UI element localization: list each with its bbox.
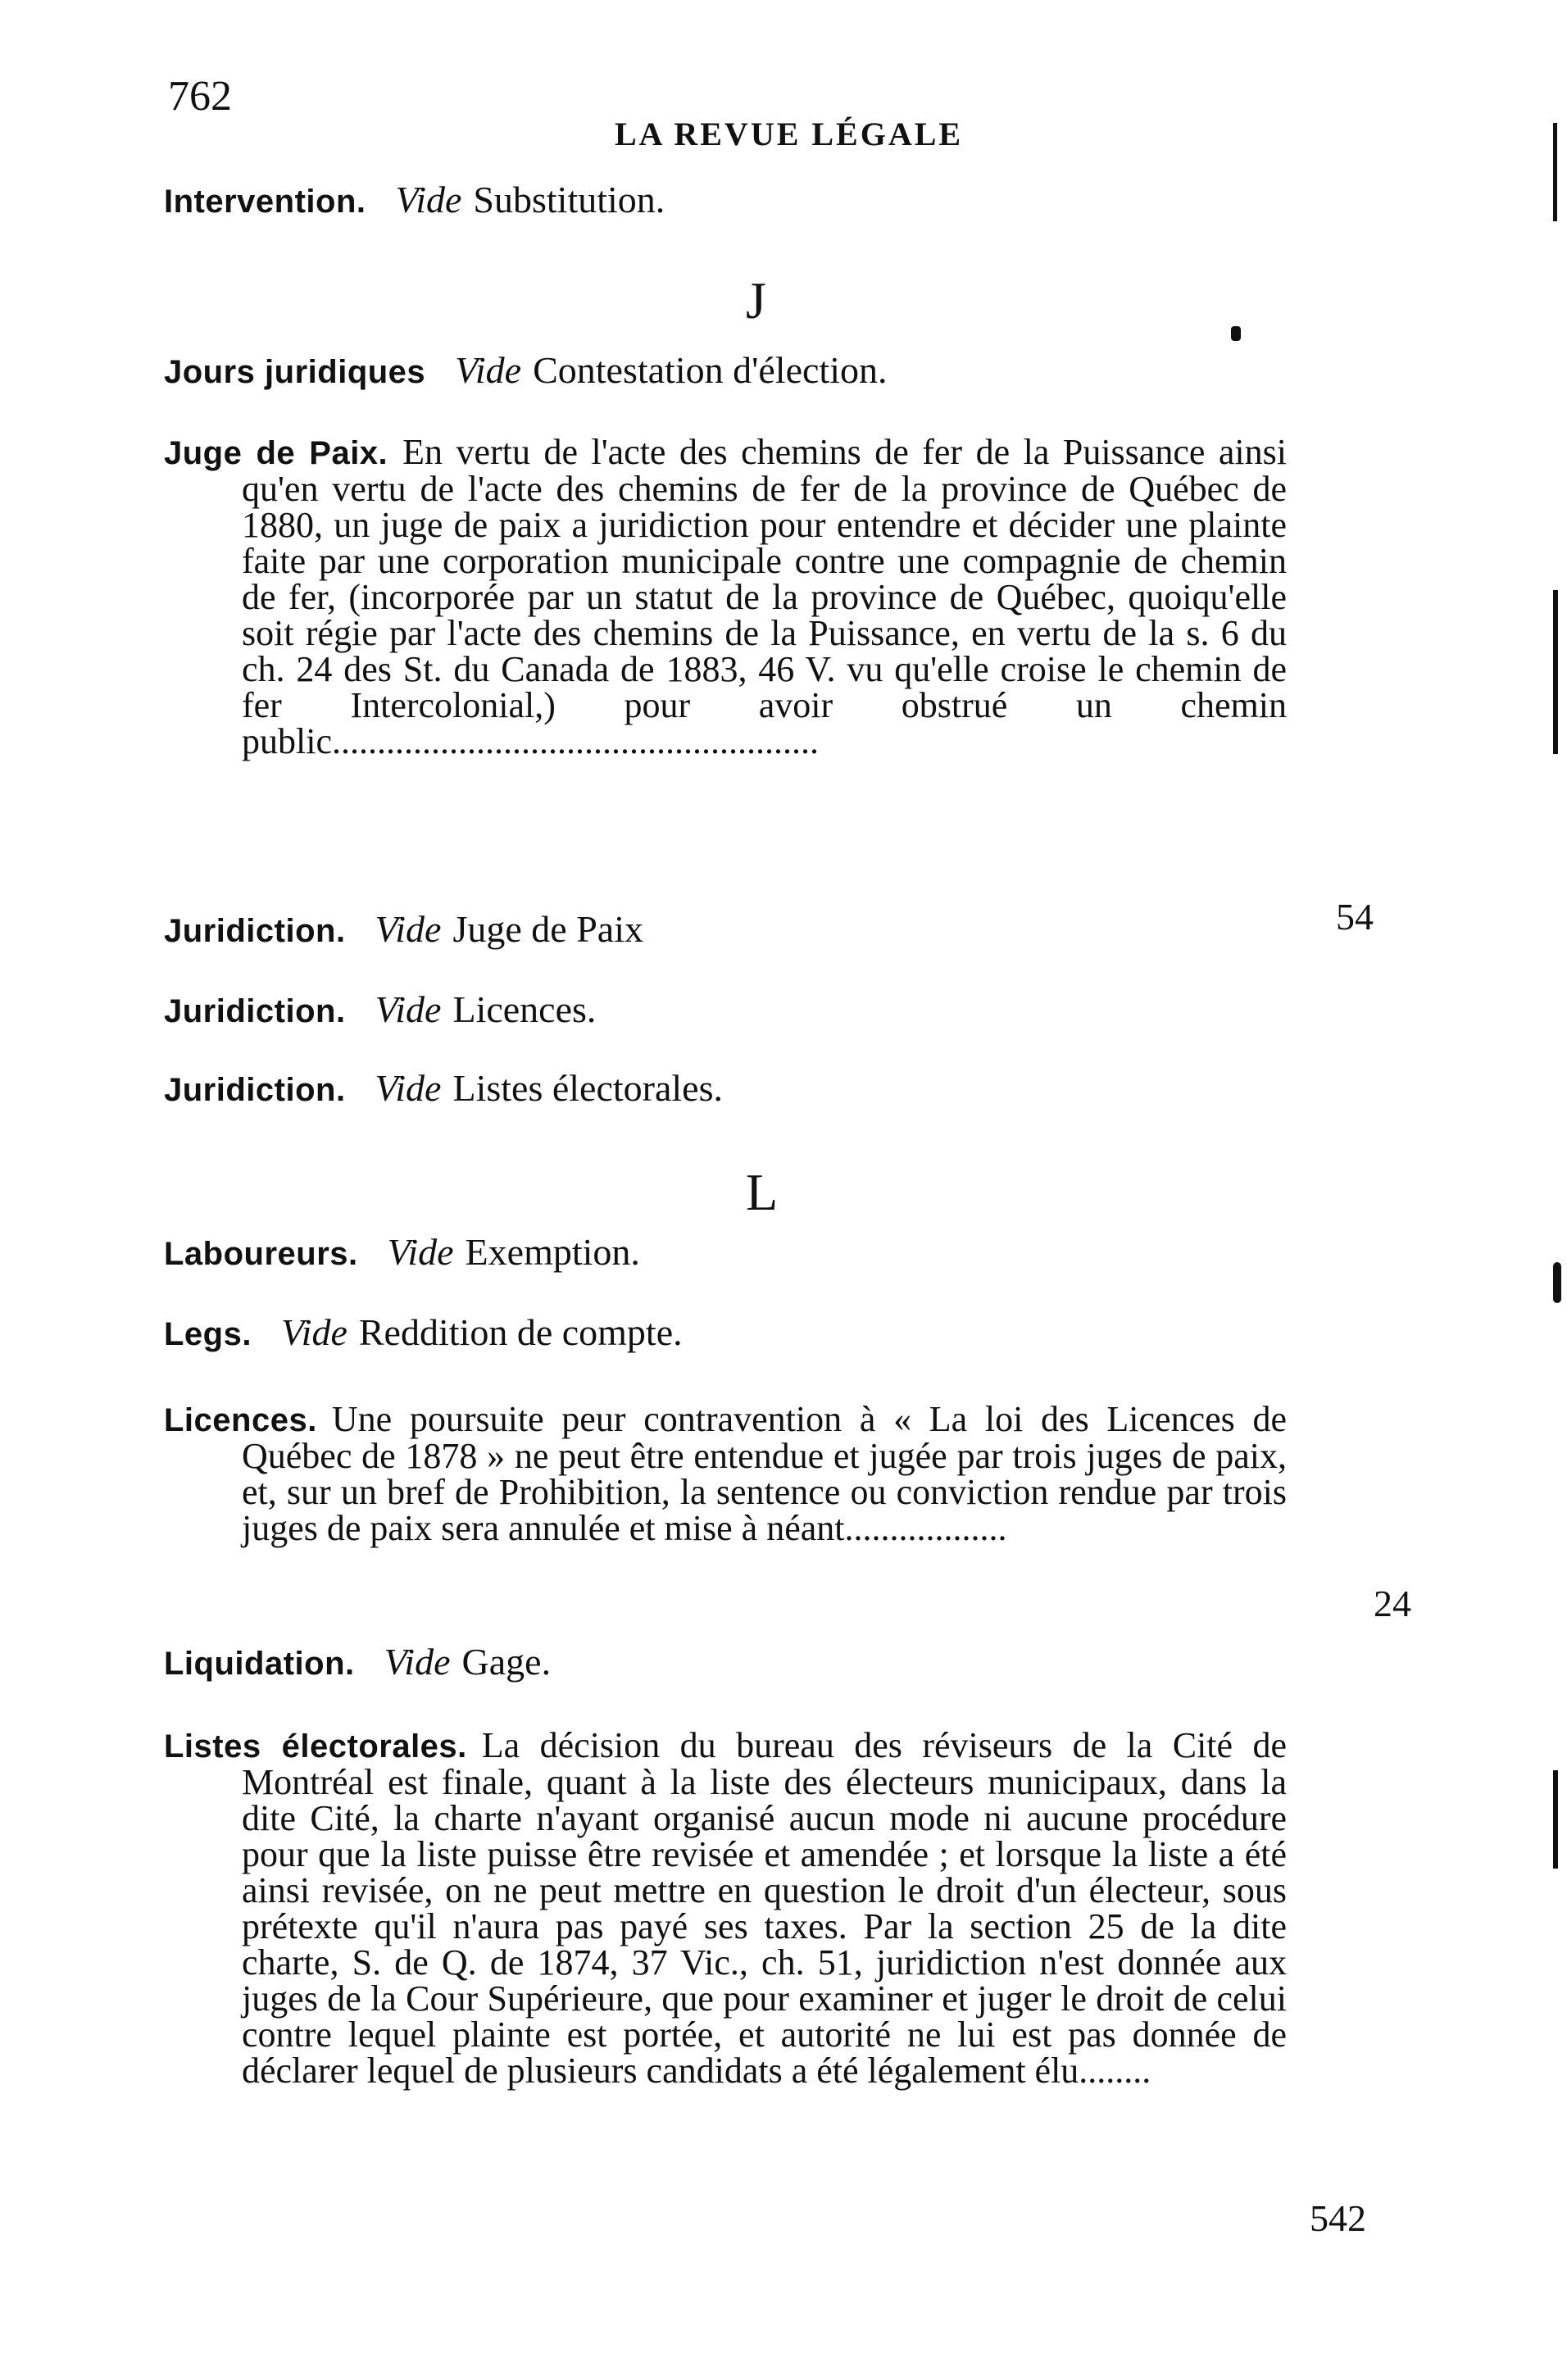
entry-body (164, 1725, 1288, 2091)
running-head: LA REVUE LÉGALE (615, 116, 964, 152)
entry-heading: Licences. (164, 1402, 317, 1438)
index-entry-laboureurs (164, 1231, 1287, 1273)
index-entry-juge-de-paix (164, 434, 1287, 760)
cross-reference: Contestation d'élection. (533, 349, 888, 391)
scan-edge-mark (1553, 1262, 1561, 1303)
vide-label: Vide (375, 908, 442, 950)
cross-reference: Gage. (461, 1641, 552, 1683)
vide-label: Vide (387, 1231, 454, 1273)
index-entry-jours-juridiques (164, 349, 1287, 391)
entry-heading: Jours juridiques (164, 354, 426, 390)
page-reference: 24 (1374, 1583, 1411, 1624)
cross-reference: Exemption. (465, 1231, 640, 1273)
index-entry-licences (164, 1401, 1287, 1547)
cross-reference: Juge de Paix (452, 908, 643, 950)
entry-body (164, 1401, 1287, 1547)
vide-label: Vide (375, 988, 442, 1030)
index-entry-juridiction-listes (164, 1067, 1287, 1109)
vide-label: Vide (384, 1641, 451, 1683)
index-entry-intervention (164, 179, 1287, 220)
vide-label: Vide (280, 1311, 347, 1353)
cross-reference: Listes électorales. (452, 1067, 723, 1109)
index-entry-juridiction-licences (164, 988, 1287, 1030)
entry-heading: Intervention. (164, 184, 366, 220)
entry-heading: Listes électorales. (164, 1728, 467, 1765)
index-entry-juridiction-juge (164, 908, 1287, 950)
scan-edge-mark (1553, 1770, 1558, 1869)
entry-heading: Legs. (164, 1316, 252, 1352)
entry-heading: Juridiction. (164, 913, 346, 949)
entry-heading: Liquidation. (164, 1646, 355, 1682)
entry-body (164, 434, 1287, 760)
cross-reference: Licences. (452, 988, 597, 1030)
index-entry-listes-electorales (164, 1725, 1288, 2091)
section-letter-l: L (746, 1163, 779, 1221)
entry-text: En vertu de l'acte des chemins de fer de la Puissance ainsi qu'en vertu de l'acte des chemins de fer de la province de Québec de 1880, un juge de paix a juridiction pour entendre et décider une plainte faite par une corporation municipale contre une compagnie de chemin de fer, (incorporée par un statut de la province de Québec, quoiqu'elle soit régie par l'acte des chemins de la Puissance, en vertu de la s. 6 du ch. 24 des St. du Canada de 1883, 46 V. vu qu'elle croise le chemin de fer Intercolonial,) pour avoir obstrué un chemin public...................................................... (242, 432, 1287, 761)
cross-reference: Reddition de compte. (358, 1311, 683, 1353)
section-letter-j: J (746, 271, 766, 329)
vide-label: Vide (395, 179, 462, 220)
index-entry-legs (164, 1311, 1287, 1353)
index-entry-liquidation (164, 1641, 1287, 1683)
entry-text: La décision du bureau des réviseurs de la Cité de Montréal est finale, quant à la liste des électeurs municipaux, dans la dite Cité, la charte n'ayant organisé aucun mode ni aucune procédure pour que la liste puisse être revisée et amendée ; et lorsque la liste a été ainsi revisée, on ne peut mettre en question le droit d'un électeur, sous prétexte qu'il n'aura pas payé ses taxes. Par la section 25 de la dite charte, S. de Q. de 1874, 37 Vic., ch. 51, juridiction n'est donnée aux juges de la Cour Supérieure, que pour examiner et juger le droit de celui contre lequel plainte est portée, et autorité ne lui est pas donnée de déclarer lequel de plusieurs candidats a été légalement élu........ (242, 1725, 1288, 2091)
page-reference: 54 (1336, 896, 1374, 938)
page-reference: 542 (1310, 2197, 1366, 2239)
entry-text: Une poursuite peur contravention à « La loi des Licences de Québec de 1878 » ne peut être entendue et jugée par trois juges de paix, et, sur un bref de Prohibition, la sentence ou conviction rendue par trois juges de paix sera annulée et mise à néant.................. (242, 1399, 1287, 1548)
vide-label: Vide (375, 1067, 442, 1109)
page-number: 762 (168, 73, 232, 120)
entry-heading: Laboureurs. (164, 1236, 358, 1272)
entry-heading: Juridiction. (164, 1072, 346, 1108)
entry-heading: Juge de Paix. (164, 435, 388, 471)
scan-edge-mark (1553, 123, 1557, 221)
entry-heading: Juridiction. (164, 993, 346, 1029)
ink-speck (1231, 326, 1241, 341)
cross-reference: Substitution. (473, 179, 665, 220)
scan-edge-mark (1553, 590, 1558, 754)
vide-label: Vide (455, 349, 522, 391)
